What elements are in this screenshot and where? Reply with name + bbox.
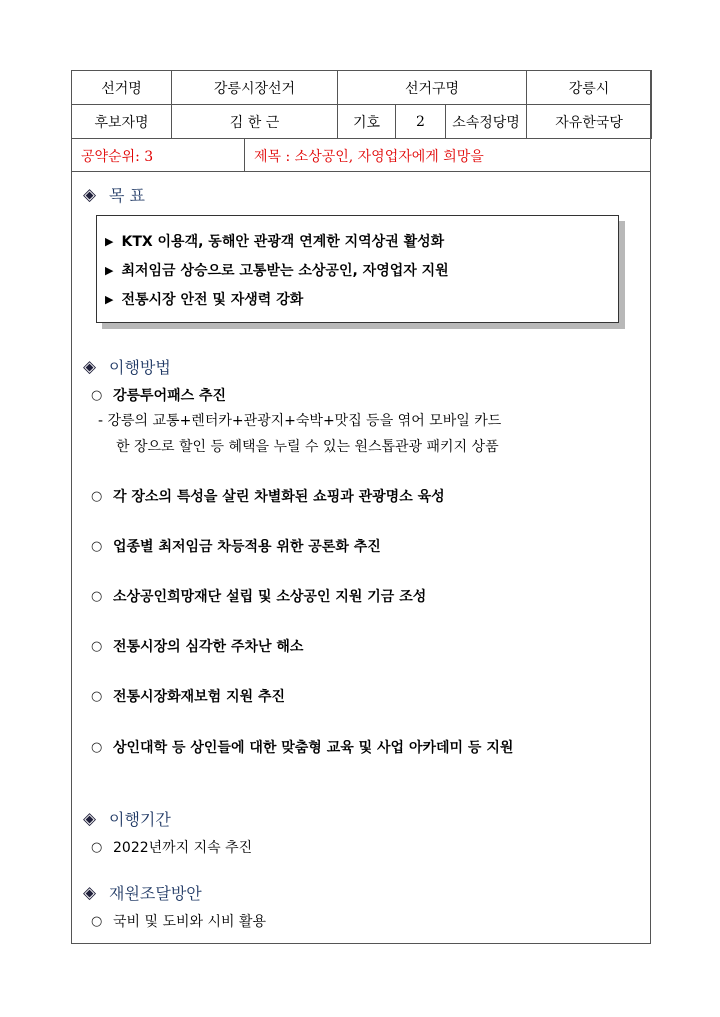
methods-heading xyxy=(83,355,171,378)
method-item xyxy=(91,385,226,405)
period-heading xyxy=(83,807,171,830)
method-item-text: 각 장소의 특성을 살린 차별화된 쇼핑과 관광명소 육성 xyxy=(113,489,445,505)
method-item xyxy=(91,536,381,556)
funding-item xyxy=(91,911,266,931)
method-item xyxy=(91,737,513,757)
goal-item-text: KTX 이용객, 동해안 관광객 연계한 지역상권 활성화 xyxy=(121,234,445,250)
goal-item-text: 전통시장 안전 및 자생력 강화 xyxy=(121,292,304,308)
goals-heading xyxy=(83,183,145,206)
method-item xyxy=(91,686,285,706)
diamond-in-diamond-icon: ◈ xyxy=(83,882,97,903)
hollow-circle-icon: ○ xyxy=(91,588,103,604)
funding-heading xyxy=(83,881,202,904)
method-item-text: 소상공인희망재단 설립 및 소상공인 지원 기금 조성 xyxy=(113,589,427,605)
funding-text: 국비 및 도비와 시비 활용 xyxy=(113,914,267,930)
right-triangle-icon: ▶ xyxy=(105,234,114,248)
period-heading-label: 이행기간 xyxy=(109,810,171,829)
number-value: 2 xyxy=(396,105,446,139)
hollow-circle-icon: ○ xyxy=(91,913,103,929)
election-row xyxy=(72,71,652,105)
hollow-circle-icon: ○ xyxy=(91,488,103,504)
party-label: 소속정당명 xyxy=(446,105,527,139)
district-value: 강릉시 xyxy=(527,71,652,105)
right-triangle-icon: ▶ xyxy=(105,292,114,306)
pledge-title: 제목 : 소상공인, 자영업자에게 희망을 xyxy=(254,149,484,165)
diamond-in-diamond-icon: ◈ xyxy=(83,184,97,205)
goal-item xyxy=(105,260,449,280)
hollow-circle-icon: ○ xyxy=(91,688,103,704)
period-text: 2022년까지 지속 추진 xyxy=(113,840,253,856)
goal-item xyxy=(105,289,303,309)
goal-item-text: 최저임금 상승으로 고통받는 소상공인, 자영업자 지원 xyxy=(121,263,449,279)
election-label: 선거명 xyxy=(72,71,172,105)
method-item-text: 전통시장화재보험 지원 추진 xyxy=(113,689,286,705)
hollow-circle-icon: ○ xyxy=(91,839,103,855)
number-label: 기호 xyxy=(338,105,396,139)
right-triangle-icon: ▶ xyxy=(105,263,114,277)
goal-item xyxy=(105,231,444,251)
election-value: 강릉시장선거 xyxy=(172,71,338,105)
candidate-row xyxy=(72,105,652,139)
method-item-text: 강릉투어패스 추진 xyxy=(113,388,227,404)
methods-heading-label: 이행방법 xyxy=(109,358,171,377)
pledge-row xyxy=(71,138,651,172)
method-item-text: 전통시장의 심각한 주차난 해소 xyxy=(113,639,304,655)
diamond-in-diamond-icon: ◈ xyxy=(83,808,97,829)
diamond-in-diamond-icon: ◈ xyxy=(83,356,97,377)
pledge-rank: 공약순위: 3 xyxy=(81,149,154,165)
hollow-circle-icon: ○ xyxy=(91,638,103,654)
pledge-divider xyxy=(244,138,245,171)
candidate-label: 후보자명 xyxy=(72,105,172,139)
candidate-info-table xyxy=(71,70,652,139)
candidate-value: 김 한 근 xyxy=(172,105,338,139)
method-item-text: 상인대학 등 상인들에 대한 맞춤형 교육 및 사업 아카데미 등 지원 xyxy=(113,740,514,756)
hollow-circle-icon: ○ xyxy=(91,739,103,755)
method-item xyxy=(91,486,445,506)
method-item xyxy=(91,586,426,606)
method-item-text: 업종별 최저임금 차등적용 위한 공론화 추진 xyxy=(113,539,381,555)
hollow-circle-icon: ○ xyxy=(91,538,103,554)
hollow-circle-icon: ○ xyxy=(91,387,103,403)
period-item xyxy=(91,837,252,857)
district-label: 선거구명 xyxy=(338,71,527,105)
goals-box xyxy=(96,215,619,323)
funding-heading-label: 재원조달방안 xyxy=(109,884,202,903)
goals-heading-label: 목 표 xyxy=(109,186,145,205)
party-value: 자유한국당 xyxy=(527,105,652,139)
method-detail-line: 한 장으로 할인 등 혜택을 누릴 수 있는 원스톱관광 패키지 상품 xyxy=(116,439,499,455)
method-item xyxy=(91,636,303,656)
method-detail-line: - 강릉의 교통+렌터카+관광지+숙박+맛집 등을 엮어 모바일 카드 xyxy=(98,413,502,429)
